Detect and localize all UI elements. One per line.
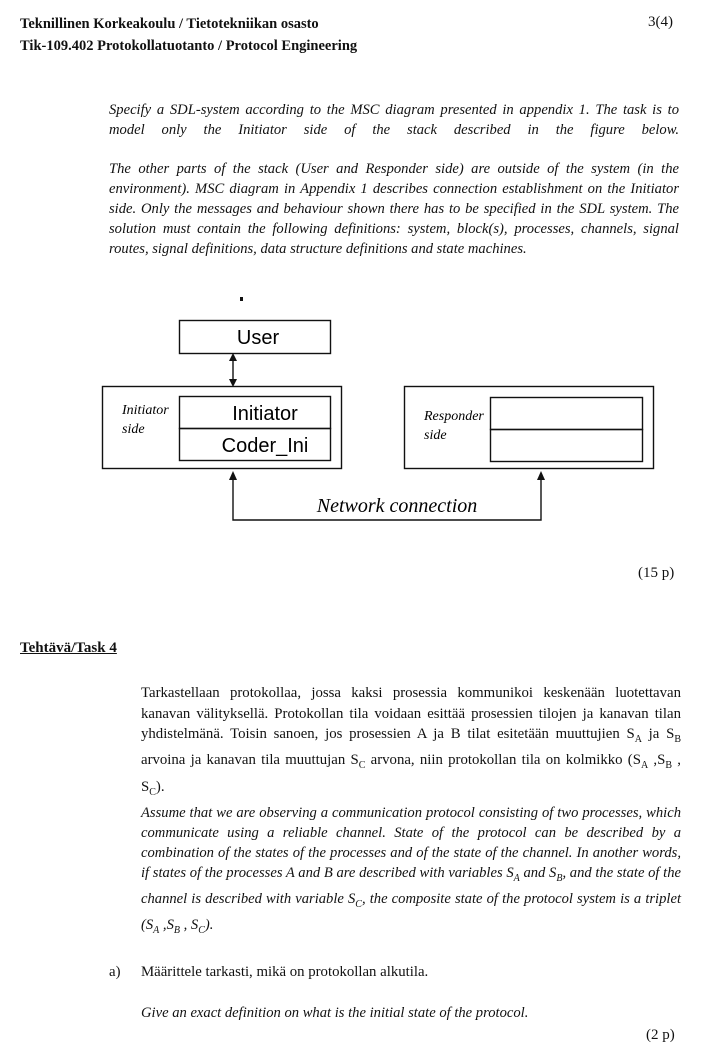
header-course: Tik-109.402 Protokollatuotanto / Protocol Engineering xyxy=(20,38,358,54)
header-institution: Teknillinen Korkeakoulu / Tietotekniikan osasto xyxy=(20,16,319,32)
responder-upper-box xyxy=(491,398,643,430)
initiator-label: Initiator xyxy=(232,403,298,425)
coder-ini-label: Coder_Ini xyxy=(221,435,309,457)
stack-diagram xyxy=(0,290,712,535)
item-a-english: Give an exact definition on what is the initial state of the protocol. xyxy=(141,1005,529,1021)
responder-side-label-1: Responder xyxy=(424,409,484,424)
task3-paragraph-1: Specify a SDL-system according to the MSC diagram presented in appendix 1. The task is to model only the Initiator side of the stack described in the figure below. xyxy=(109,102,679,138)
responder-side-label-2: side xyxy=(424,428,447,443)
arrow-down-icon xyxy=(229,379,237,387)
task4-points: (2 p) xyxy=(646,1027,675,1043)
task4-finnish-paragraph: Tarkastellaan protokollaa, jossa kaksi prosessia kommunikoi keskenään luotettavan kanavan välityksellä. Protokollan tila voidaan esittää prosessien tilojen ja kanavan tilan yhdistelmänä. Toisin sanoen, jos prosessien A ja B tilat esitetään muuttujien $S_A$ ja $S_B$ arvoina ja kanavan tila muuttujan $S_C$ arvona, niin protokollan tila on kolmikko ($S_A$ $,S_B$ , $S_C$). xyxy=(141,685,681,798)
network-connection-label: Network connection xyxy=(316,495,478,517)
item-a-label: a) xyxy=(109,964,121,980)
arrow-up-icon xyxy=(229,471,237,480)
initiator-side-label-2: side xyxy=(122,422,145,437)
dot-mark xyxy=(240,297,243,301)
task4-title: Tehtävä/Task 4 xyxy=(20,640,117,656)
responder-lower-box xyxy=(491,430,643,462)
task4-english-paragraph: Assume that we are observing a communication protocol consisting of two processes, which communicate using a reliable channel. State of the protocol can be described by a combination of the states of the processes and of the state of the channel. In another words, if states of the processes A and B are described with variables $S_A$ and $S_B$, and the state of the channel is described with variable $S_C$, the composite state of the protocol system is a triplet ($S_A$ $,S_B$ , $S_C$). xyxy=(141,805,682,936)
page-number: 3(4) xyxy=(648,14,673,30)
initiator-side-label-1: Initiator xyxy=(122,403,169,418)
item-a-finnish: Määrittele tarkasti, mikä on protokollan alkutila. xyxy=(141,964,429,980)
arrow-up-icon xyxy=(537,471,545,480)
user-label: User xyxy=(236,327,280,349)
task3-paragraph-2: The other parts of the stack (User and Responder side) are outside of the system (in the environment). MSC diagram in Appendix 1 describes connection establishment on the Initiator side. Only the messages and behaviour shown there has to be specified in the SDL system. The solution must contain the following definitions: system, block(s), processes, channels, signal routes, signal definitions, data structure definitions and state machines. xyxy=(109,161,679,257)
arrow-up-icon xyxy=(229,353,237,361)
task3-points: (15 p) xyxy=(638,565,675,581)
